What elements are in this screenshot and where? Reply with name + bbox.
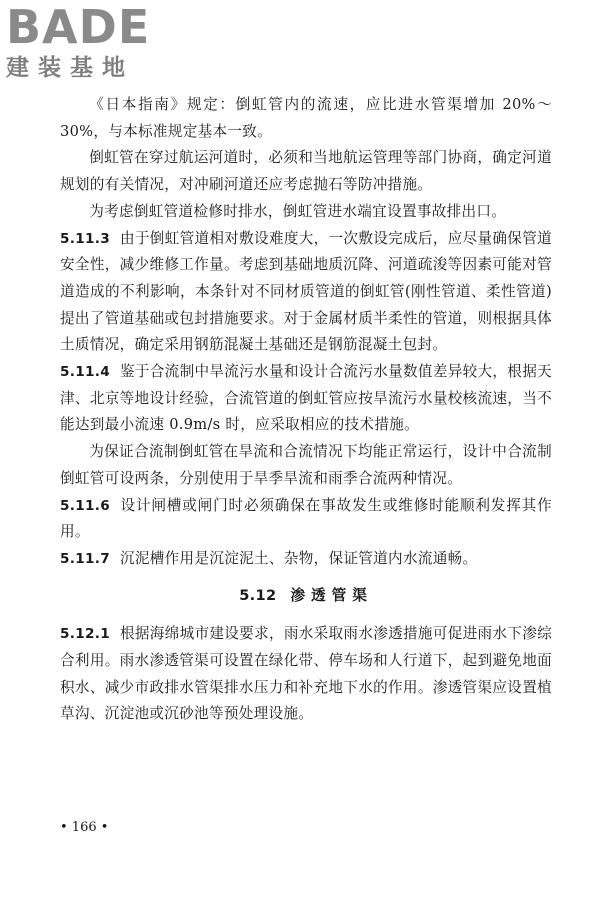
clause-5-11-3 <box>60 226 552 360</box>
paragraph-emergency-outlet <box>60 199 552 226</box>
clause-5-11-4 <box>60 359 552 439</box>
section-heading <box>60 583 552 610</box>
bade-logo <box>6 2 176 88</box>
clause-text: 由于倒虹管道相对敷设难度大，一次敷设完成后，应尽量确保管道安全性，减少维修工作量。考虑到基础地质沉降、河道疏浚等因素可能对管道造成的不利影响，本条针对不同材质管道的倒虹管(刚性管道、柔性管道)提出了管道基础或包封措施要求。对于金属材质半柔性的管道，则根据具体土质情况，确定采用钢筋混凝土基础还是钢筋混凝土包封。 <box>60 229 552 354</box>
paragraph-text: 为考虑倒虹管道检修时排水，倒虹管进水端宜设置事故排出口。 <box>89 202 507 220</box>
section-title: 渗透管渠 <box>290 586 373 604</box>
logo-chinese-name: 建装基地 <box>6 55 134 81</box>
paragraph-text: 为保证合流制倒虹管在旱流和合流情况下均能正常运行，设计中合流制倒虹管可设两条，分别使用于旱季旱流和雨季合流两种情况。 <box>60 443 552 487</box>
clause-number: 5.11.6 <box>60 497 110 514</box>
clause-number: 5.11.7 <box>60 550 110 567</box>
clause-text: 根据海绵城市建设要求，雨水采取雨水渗透措施可促进雨水下渗综合利用。雨水渗透管渠可设置在绿化带、停车场和人行道下，起到避免地面积水、减少市政排水管渠排水压力和补充地下水的作用。渗透管渠应设置植草沟、沉淀池或沉砂池等预处理设施。 <box>60 625 552 723</box>
page-number: • 166 • <box>60 820 109 835</box>
clause-text: 鉴于合流制中旱流污水量和设计合流污水量数值差异较大，根据天津、北京等地设计经验，合流管道的倒虹管应按旱流污水量校核流速，当不能达到最小流速 0.9m/s 时，应采取相应的技术措施。 <box>60 363 552 434</box>
paragraph-japan-guide <box>60 92 552 145</box>
clause-5-11-6 <box>60 493 552 546</box>
paragraph-text: 《日本指南》规定：倒虹管内的流速，应比进水管渠增加 20%～30%，与本标准规定基本一致。 <box>60 96 552 140</box>
clause-text: 设计闸槽或闸门时必须确保在事故发生或维修时能顺利发挥其作用。 <box>60 496 552 541</box>
paragraph-text: 倒虹管在穿过航运河道时，必须和当地航运管理等部门协商，确定河道规划的有关情况，对冲刷河道还应考虑抛石等防冲措施。 <box>60 149 552 194</box>
document-body <box>60 92 552 728</box>
section-number: 5.12 <box>239 586 277 604</box>
logo-wordmark: BADE <box>6 0 151 54</box>
paragraph-navigation-river <box>60 145 552 198</box>
clause-5-12-1 <box>60 621 552 728</box>
clause-number: 5.11.3 <box>60 230 110 247</box>
clause-number: 5.12.1 <box>60 626 110 643</box>
paragraph-two-inverted-siphons <box>60 439 552 492</box>
clause-number: 5.11.4 <box>60 364 110 381</box>
clause-5-11-7 <box>60 546 552 573</box>
clause-text: 沉泥槽作用是沉淀泥土、杂物，保证管道内水流通畅。 <box>119 549 478 567</box>
